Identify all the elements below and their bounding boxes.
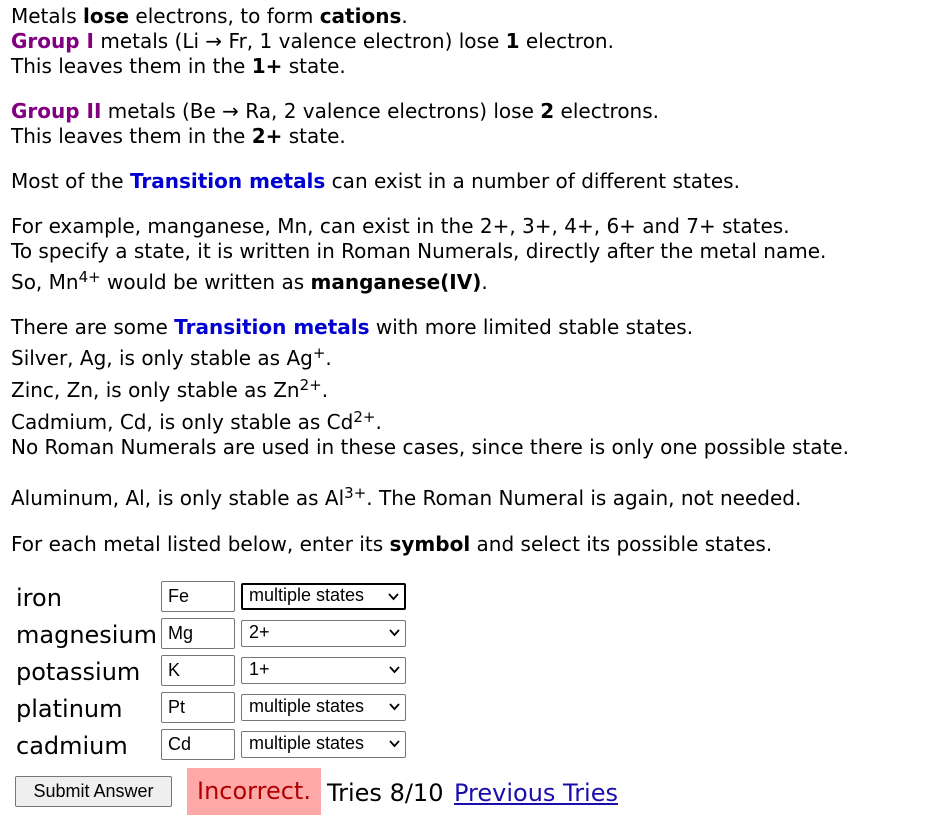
intro-line-1: Metals lose electrons, to form cations.: [11, 4, 408, 28]
intro-line-3: This leaves them in the 1+ state.: [11, 54, 346, 78]
chevron-down-icon: [389, 666, 400, 674]
state-select[interactable]: [241, 731, 406, 758]
symbol-input[interactable]: Mg: [161, 618, 235, 649]
chevron-down-icon: [389, 629, 400, 637]
tries-counter: Tries 8/10: [327, 779, 444, 807]
symbol-input[interactable]: K: [161, 655, 235, 686]
state-select-value: multiple states: [249, 585, 365, 605]
intro-line-8: To specify a state, it is written in Roman Numerals, directly after the metal name.: [11, 239, 827, 263]
intro-line-10: There are some Transition metals with more limited stable states.: [11, 315, 694, 339]
intro-line-12: Zinc, Zn, is only stable as $Zn^{2+}$.: [11, 376, 329, 402]
submit-answer-button[interactable]: Submit Answer: [15, 776, 172, 807]
result-badge: Incorrect.: [187, 768, 321, 815]
metal-label: potassium: [16, 658, 141, 686]
intro-line-16: For each metal listed below, enter its symbol and select its possible states.: [11, 532, 773, 556]
symbol-input[interactable]: Fe: [161, 581, 235, 612]
state-select[interactable]: [241, 583, 406, 610]
state-select-value: 2+: [249, 622, 270, 642]
intro-line-6: Most of the Transition metals can exist in a number of different states.: [11, 169, 740, 193]
intro-line-15: Aluminum, Al, is only stable as $Al^{3+}$. The Roman Numeral is again, not needed.: [11, 484, 802, 510]
state-select-value: multiple states: [249, 696, 365, 716]
chevron-down-icon: [388, 593, 399, 601]
state-select-value: multiple states: [249, 733, 365, 753]
state-select[interactable]: [241, 657, 406, 684]
metal-label: magnesium: [16, 621, 158, 649]
metal-label: platinum: [16, 695, 123, 723]
state-select-value: 1+: [249, 659, 270, 679]
intro-line-9: So, $Mn^{4+}$ would be written as manganese(IV).: [11, 268, 488, 294]
intro-line-5: This leaves them in the 2+ state.: [11, 124, 346, 148]
metal-label: iron: [16, 584, 62, 612]
intro-line-13: Cadmium, Cd, is only stable as $Cd^{2+}$.: [11, 408, 382, 434]
intro-line-2: Group I metals (Li → Fr, 1 valence electron) lose 1 electron.: [11, 29, 614, 53]
chevron-down-icon: [389, 740, 400, 748]
intro-line-4: Group II metals (Be → Ra, 2 valence electrons) lose 2 electrons.: [11, 99, 660, 123]
intro-line-7: For example, manganese, Mn, can exist in the 2+, 3+, 4+, 6+ and 7+ states.: [11, 214, 790, 238]
intro-line-11: Silver, Ag, is only stable as Ag+.: [11, 344, 332, 370]
state-select[interactable]: [241, 620, 406, 647]
chevron-down-icon: [389, 703, 400, 711]
previous-tries-link[interactable]: Previous Tries: [454, 779, 618, 807]
symbol-input[interactable]: Cd: [161, 729, 235, 760]
intro-line-14: No Roman Numerals are used in these cases, since there is only one possible state.: [11, 435, 849, 459]
state-select[interactable]: [241, 694, 406, 721]
symbol-input[interactable]: Pt: [161, 692, 235, 723]
metal-label: cadmium: [16, 732, 128, 760]
